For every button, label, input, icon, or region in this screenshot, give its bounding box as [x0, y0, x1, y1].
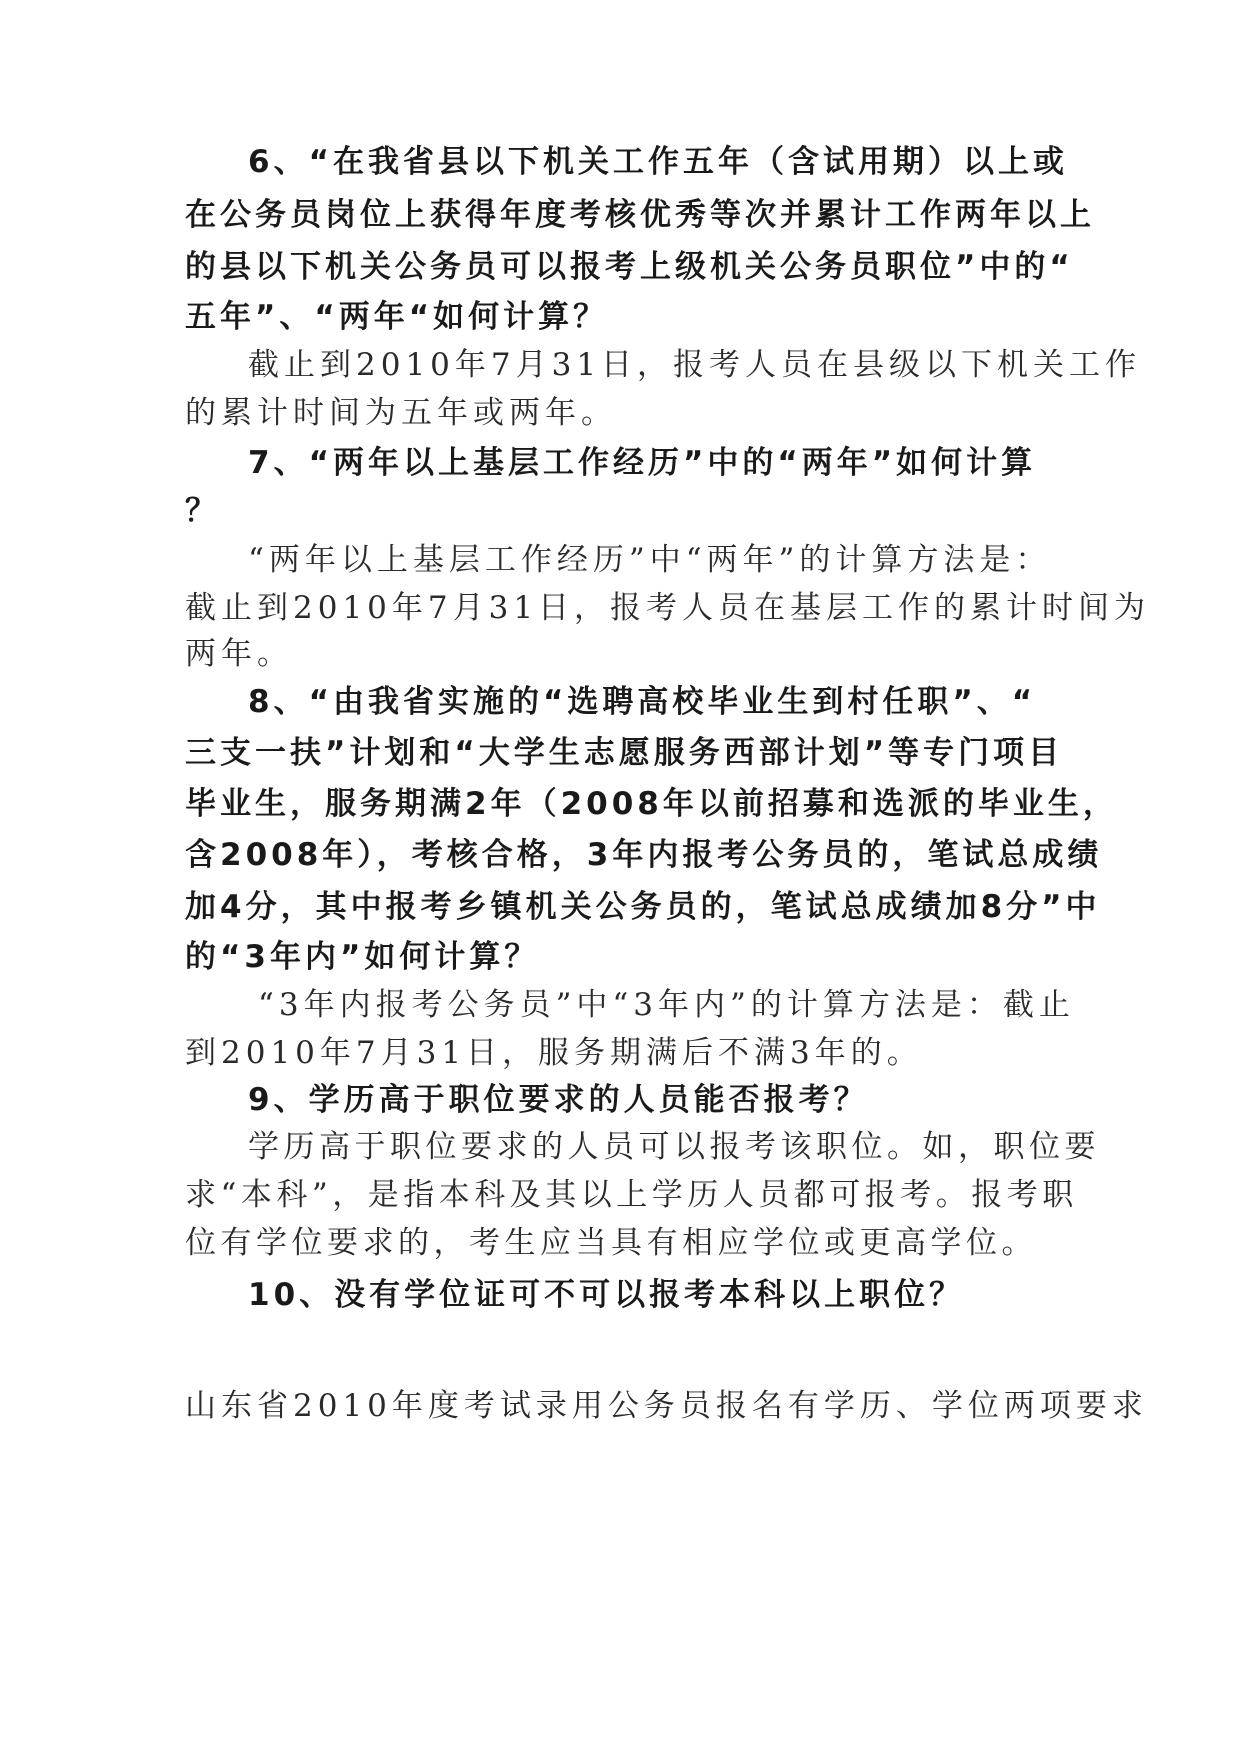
question-8-line-1: 8、“由我省实施的“选聘高校毕业生到村任职”、“	[248, 684, 1037, 720]
question-6-line-3: 的县以下机关公务员可以报考上级机关公务员职位”中的“	[185, 249, 1074, 285]
answer-9-line-3: 位有学位要求的，考生应当具有相应学位或更高学位。	[185, 1225, 1037, 1261]
answer-8-line-1: “3年内报考公务员”中“3年内”的计算方法是：截止	[258, 987, 1075, 1023]
question-8-line-5: 加4分，其中报考乡镇机关公务员的，笔试总成绩加8分”中	[185, 889, 1101, 925]
answer-10-line-1: 山东省2010年度考试录用公务员报名有学历、学位两项要求	[185, 1388, 1148, 1424]
answer-9-line-2: 求“本科”，是指本科及其以上学历人员都可报考。报考职	[185, 1177, 1078, 1213]
answer-6-line-2: 的累计时间为五年或两年。	[185, 395, 617, 431]
question-6-line-2: 在公务员岗位上获得年度考核优秀等次并累计工作两年以上	[185, 197, 1095, 233]
question-10: 10、没有学位证可不可以报考本科以上职位？	[248, 1277, 965, 1313]
answer-7-line-2: 截止到2010年7月31日，报考人员在基层工作的累计时间为	[185, 590, 1151, 626]
answer-7-line-3: 两年。	[185, 636, 293, 672]
question-8-line-6: 的“3年内”如何计算？	[185, 939, 540, 975]
question-8-line-3: 毕业生，服务期满2年（2008年以前招募和选派的毕业生，	[185, 786, 1118, 822]
answer-8-line-2: 到2010年7月31日，服务期满后不满3年的。	[185, 1035, 923, 1071]
answer-6-line-1: 截止到2010年7月31日，报考人员在县级以下机关工作	[248, 347, 1142, 383]
question-9: 9、学历高于职位要求的人员能否报考？	[248, 1082, 869, 1118]
question-8-line-2: 三支一扶”计划和“大学生志愿服务西部计划”等专门项目	[185, 735, 1064, 771]
question-8-line-4: 含2008年），考核合格，3年内报考公务员的，笔试总成绩	[185, 837, 1103, 873]
answer-7-line-1: “两年以上基层工作经历”中“两年”的计算方法是：	[248, 542, 1052, 578]
answer-9-line-1: 学历高于职位要求的人员可以报考该职位。如，职位要	[248, 1129, 1100, 1165]
question-6-line-1: 6、“在我省县以下机关工作五年（含试用期）以上或	[248, 144, 1068, 180]
question-7-line-1: 7、“两年以上基层工作经历”中的“两年”如何计算	[248, 445, 1037, 481]
question-6-line-4: 五年”、“两年“如何计算？	[185, 299, 609, 335]
question-7-line-2: ？	[185, 493, 220, 529]
